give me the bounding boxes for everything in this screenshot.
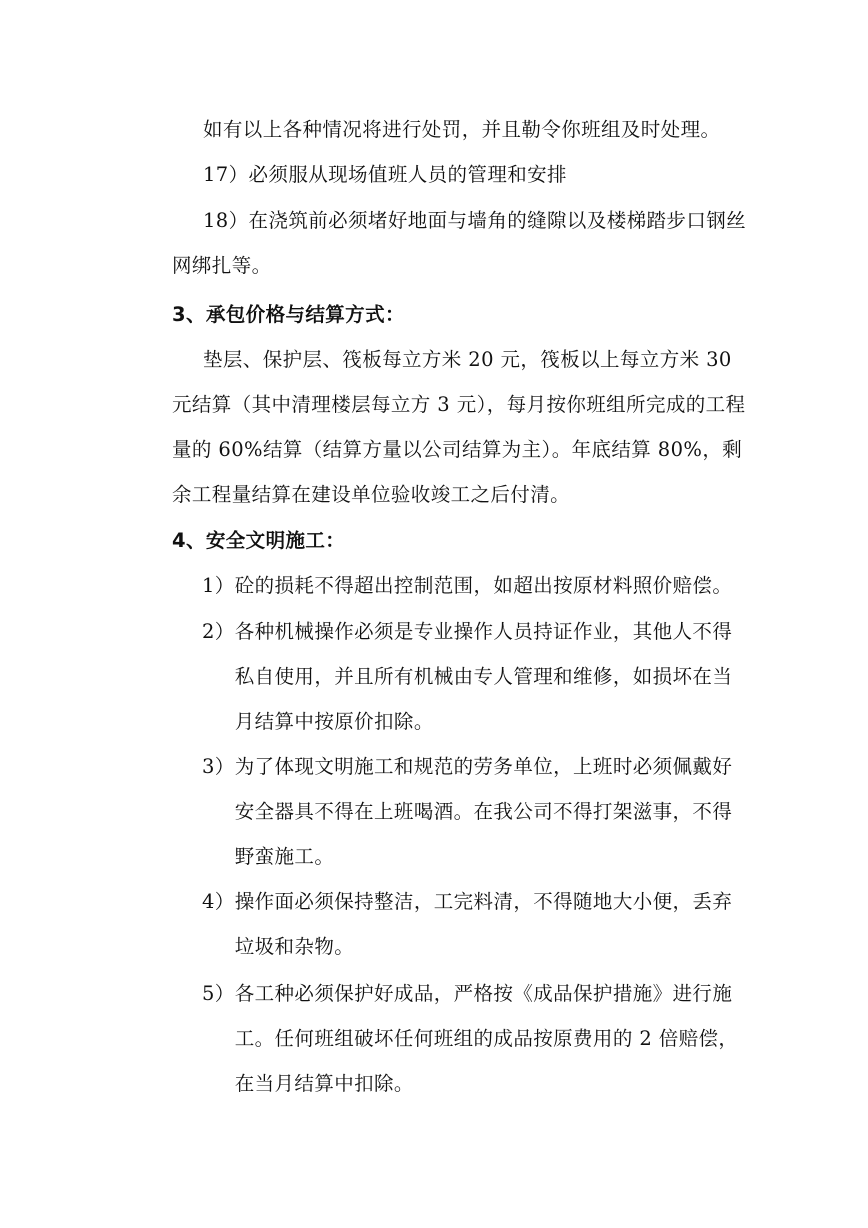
rule-18: 18）在浇筑前必须堵好地面与墙角的缝隙以及楼梯踏步口钢丝网绑扎等。 <box>172 209 747 277</box>
section-3-heading: 3、承包价格与结算方式： <box>172 303 405 326</box>
list-item-number: 2） <box>202 620 235 643</box>
list-item <box>202 879 752 969</box>
intro-line: 如有以上各种情况将进行处罚，并且勒令你班组及时处理。 <box>203 118 721 141</box>
list-item <box>202 609 752 744</box>
list-item <box>202 744 752 879</box>
section-4-heading: 4、安全文明施工： <box>172 529 346 552</box>
list-item-number: 3） <box>202 755 235 778</box>
list-item-text: 为了体现文明施工和规范的劳务单位，上班时必须佩戴好安全器具不得在上班喝酒。在我公司不得打架滋事，不得野蛮施工。 <box>234 755 733 868</box>
list-item-number: 4） <box>202 890 235 913</box>
list-item-text: 砼的损耗不得超出控制范围，如超出按原材料照价赔偿。 <box>234 574 733 597</box>
list-item-number: 5） <box>202 982 235 1005</box>
list-item <box>202 563 752 608</box>
list-item-text: 各工种必须保护好成品，严格按《成品保护措施》进行施工。任何班组破坏任何班组的成品按原费用的 2 倍赔偿，在当月结算中扣除。 <box>234 982 739 1095</box>
list-item-text: 各种机械操作必须是专业操作人员持证作业，其他人不得私自使用，并且所有机械由专人管理和维修，如损坏在当月结算中按原价扣除。 <box>234 620 733 733</box>
list-item <box>202 971 752 1106</box>
section-3-body: 垫层、保护层、筏板每立方米 20 元，筏板以上每立方米 30 元结算（其中清理楼层每立方 3 元），每月按你班组所完成的工程量的 60%结算（结算方量以公司结算为主）。年底结算 80%，剩余工程量结算在建设单位验收竣工之后付清。 <box>172 348 746 506</box>
rule-17: 17）必须服从现场值班人员的管理和安排 <box>203 163 567 186</box>
list-item-text: 操作面必须保持整洁，工完料清，不得随地大小便，丢弃垃圾和杂物。 <box>234 890 733 958</box>
list-item-number: 1） <box>202 574 235 597</box>
